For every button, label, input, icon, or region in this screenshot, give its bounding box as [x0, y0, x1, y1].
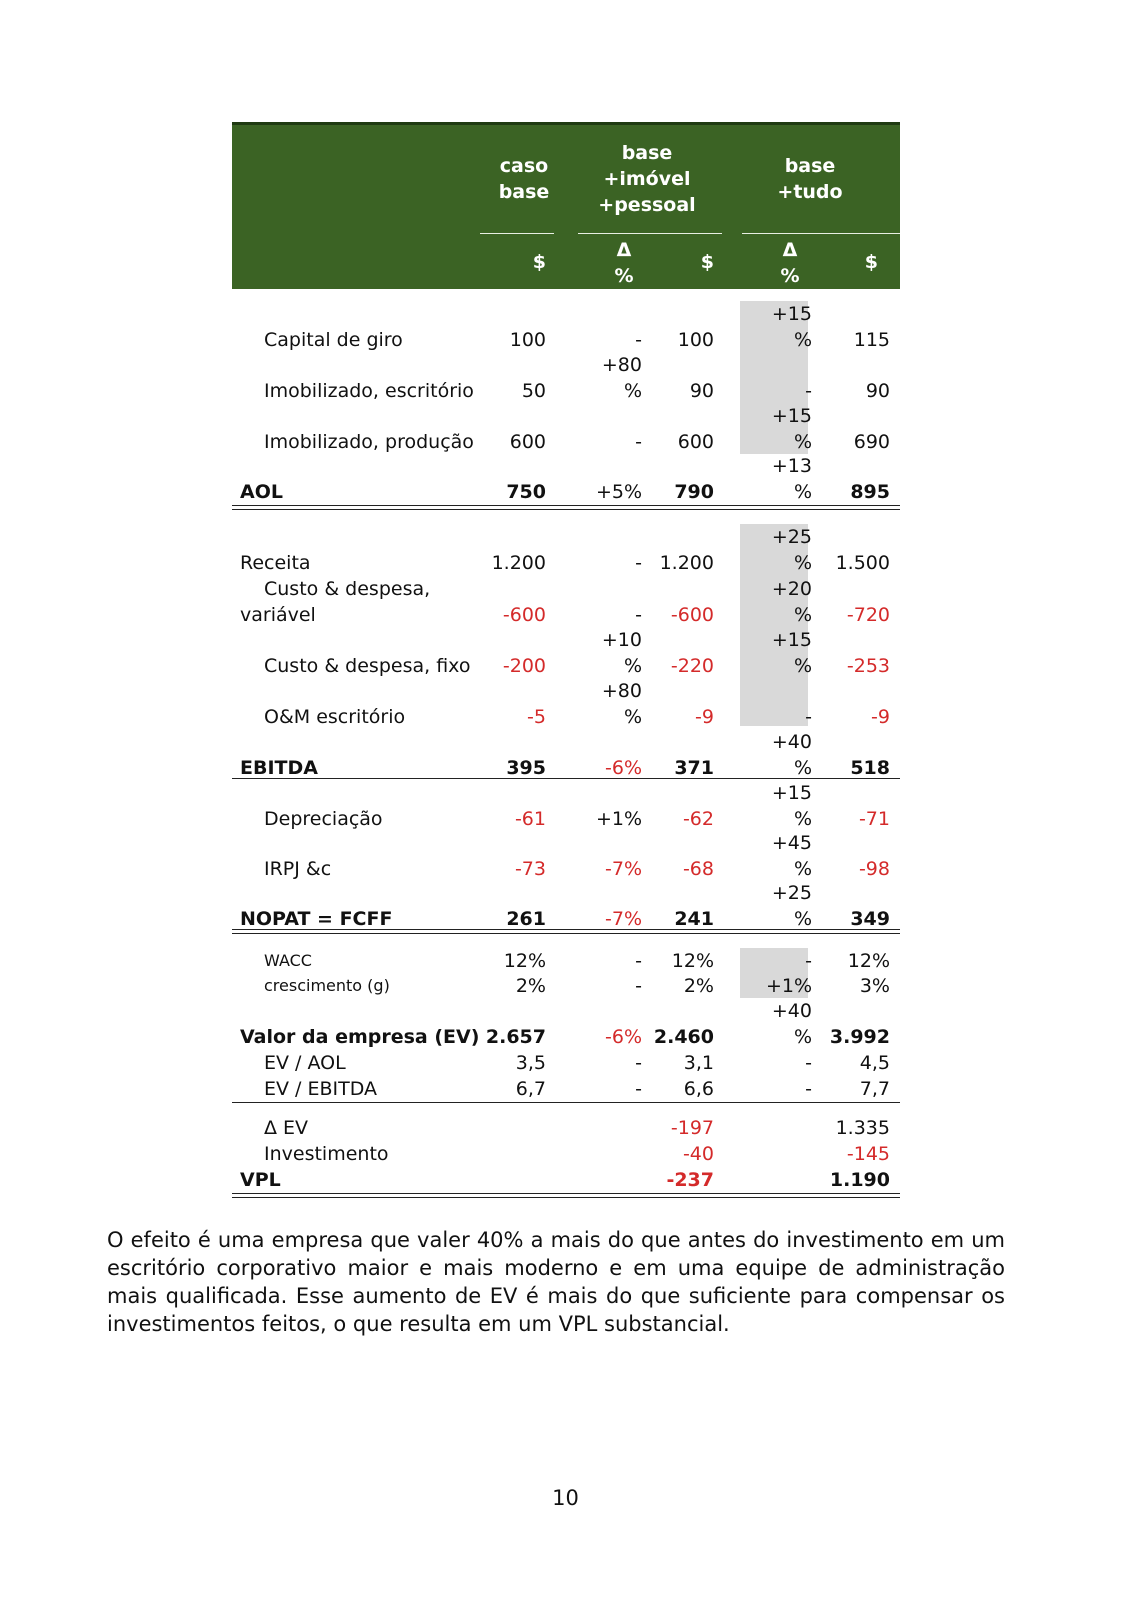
- cell-value2: 1.500: [835, 552, 890, 574]
- row-label: WACC: [264, 951, 312, 970]
- table-row: [232, 303, 900, 353]
- row-label: O&M escritório: [264, 706, 406, 728]
- header-underline: [480, 233, 554, 234]
- table-row-ebitda: [232, 731, 900, 781]
- cell-base: 261: [506, 908, 546, 930]
- cell-value1: 241: [674, 908, 714, 930]
- cell-value1: 12%: [671, 950, 714, 972]
- table-row-aol: [232, 455, 900, 505]
- cell-value2: 518: [850, 757, 890, 779]
- cell-value1: 790: [674, 481, 714, 503]
- cell-value2: -145: [846, 1143, 890, 1165]
- cell-delta2: -: [805, 1052, 812, 1074]
- row-label: NOPAT = FCFF: [240, 908, 393, 930]
- cell-delta2: +20 %: [771, 578, 812, 626]
- table-row-vpl: [232, 1167, 900, 1193]
- cell-value1: -197: [670, 1117, 714, 1139]
- cell-value1: -40: [682, 1143, 714, 1165]
- table-row: [232, 832, 900, 882]
- header-base-tudo: base +tudo: [777, 155, 843, 203]
- cell-base: 1.200: [491, 552, 546, 574]
- cell-value1: 6,6: [683, 1078, 714, 1100]
- cell-base: -73: [514, 858, 546, 880]
- cell-value2: -720: [846, 604, 890, 626]
- table-row: [232, 405, 900, 455]
- row-label: Imobilizado, escritório: [264, 380, 474, 402]
- row-label: Custo & despesa,: [264, 578, 431, 600]
- cell-value1: 1.200: [659, 552, 714, 574]
- cell-value1: 3,1: [683, 1052, 714, 1074]
- row-label: AOL: [240, 481, 283, 503]
- table-row: [232, 973, 900, 999]
- cell-delta2: -: [805, 706, 812, 728]
- cell-value1: 2%: [683, 975, 714, 997]
- table-row: [232, 629, 900, 679]
- row-label: Custo & despesa, fixo: [264, 655, 471, 677]
- cell-value1: 2.460: [653, 1026, 714, 1048]
- cell-value2: -98: [858, 858, 890, 880]
- cell-delta2: +15 %: [771, 629, 812, 677]
- unit-currency: $: [700, 251, 714, 273]
- cell-delta1: +10 %: [601, 629, 642, 677]
- cell-value2: 115: [853, 329, 890, 351]
- header-caso-base: caso base: [498, 155, 550, 203]
- row-label: crescimento (g): [264, 976, 390, 995]
- double-rule: [232, 1193, 900, 1198]
- cell-base: 6,7: [515, 1078, 546, 1100]
- table-row: [232, 1076, 900, 1102]
- row-label: VPL: [240, 1169, 281, 1191]
- cell-value2: 1.190: [829, 1169, 890, 1191]
- cell-value1: -237: [666, 1169, 714, 1191]
- cell-value2: 3.992: [829, 1026, 890, 1048]
- cell-value2: -9: [871, 706, 890, 728]
- cell-delta2: +25 %: [771, 882, 812, 930]
- cell-delta2: +45 %: [771, 832, 812, 880]
- row-label: Investimento: [264, 1143, 389, 1165]
- table-row: [232, 526, 900, 576]
- unit-delta: Δ %: [614, 239, 634, 287]
- cell-value2: 895: [850, 481, 890, 503]
- row-label: IRPJ &c: [264, 858, 332, 880]
- cell-delta1: -7%: [605, 908, 642, 930]
- unit-currency: $: [532, 251, 546, 273]
- cell-delta2: -: [805, 380, 812, 402]
- cell-base: 2.657: [485, 1026, 546, 1048]
- cell-base: 750: [506, 481, 546, 503]
- body-paragraph: O efeito é uma empresa que valer 40% a mais do que antes do investimento em um escritório corporativo maior e mais moderno e em uma equipe de administração mais qualificada. Esse aumento de EV é mais do que suficiente para compensar os investimentos feitos, o que resulta em um VPL substancial.: [107, 1228, 1005, 1336]
- cell-delta2: +15 %: [771, 303, 812, 351]
- cell-delta1: -: [635, 329, 642, 351]
- cell-value2: 7,7: [859, 1078, 890, 1100]
- cell-delta1: -6%: [605, 1026, 642, 1048]
- cell-value2: 690: [853, 431, 890, 453]
- cell-base: 12%: [503, 950, 546, 972]
- cell-delta1: -: [635, 950, 642, 972]
- cell-delta1: +80 %: [601, 680, 642, 728]
- cell-delta2: +15 %: [771, 405, 812, 453]
- cell-delta1: -: [635, 552, 642, 574]
- cell-delta2: +13 %: [771, 455, 812, 503]
- header-underline: [578, 233, 722, 234]
- table-row-nopat: [232, 882, 900, 932]
- section-ev: [232, 934, 900, 1102]
- row-label: Imobilizado, produção: [264, 431, 474, 453]
- table-row: [232, 1115, 900, 1141]
- cell-value1: -62: [682, 808, 714, 830]
- cell-delta2: -: [805, 1078, 812, 1100]
- row-label: variável: [240, 604, 316, 626]
- cell-value2: -71: [858, 808, 890, 830]
- cell-base: 395: [506, 757, 546, 779]
- cell-delta2: -: [805, 950, 812, 972]
- unit-currency: $: [864, 251, 878, 273]
- cell-value1: 90: [689, 380, 714, 402]
- cell-delta1: -: [635, 431, 642, 453]
- row-label: EV / AOL: [264, 1052, 346, 1074]
- cell-base: 50: [521, 380, 546, 402]
- cell-value2: 90: [865, 380, 890, 402]
- cell-base: 2%: [515, 975, 546, 997]
- table-row: [232, 948, 900, 974]
- cell-base: 100: [509, 329, 546, 351]
- table-row: [232, 1050, 900, 1076]
- cell-value2: 12%: [847, 950, 890, 972]
- financial-table: [232, 122, 900, 1198]
- cell-value1: -600: [670, 604, 714, 626]
- cell-delta1: +80 %: [601, 354, 642, 402]
- cell-base: -200: [502, 655, 546, 677]
- table-row-ev: [232, 1000, 900, 1050]
- row-label: Δ EV: [264, 1117, 309, 1139]
- row-label: EBITDA: [240, 757, 318, 779]
- row-label: EV / EBITDA: [264, 1078, 378, 1100]
- section-ebitda: [232, 510, 900, 778]
- cell-base: -61: [514, 808, 546, 830]
- table-row: [232, 1141, 900, 1167]
- row-label: Receita: [240, 552, 311, 574]
- cell-delta1: -: [635, 604, 642, 626]
- page-number: 10: [552, 1486, 579, 1510]
- cell-delta1: -6%: [605, 757, 642, 779]
- cell-delta1: -: [635, 1052, 642, 1074]
- cell-value1: 600: [677, 431, 714, 453]
- unit-delta: Δ %: [780, 239, 800, 287]
- cell-delta2: +1%: [765, 975, 812, 997]
- section-aol: [232, 289, 900, 503]
- cell-base: -600: [502, 604, 546, 626]
- table-row: [232, 782, 900, 832]
- section-vpl: [232, 1103, 900, 1193]
- cell-value1: -68: [682, 858, 714, 880]
- cell-value1: -220: [670, 655, 714, 677]
- row-label: Depreciação: [264, 808, 383, 830]
- table-header: [232, 122, 900, 289]
- cell-base: -5: [527, 706, 546, 728]
- header-underline: [742, 233, 900, 234]
- cell-delta1: +5%: [595, 481, 642, 503]
- cell-delta1: -: [635, 975, 642, 997]
- cell-value2: 349: [850, 908, 890, 930]
- cell-delta1: -7%: [605, 858, 642, 880]
- cell-value1: 371: [674, 757, 714, 779]
- cell-base: 600: [509, 431, 546, 453]
- cell-delta1: -: [635, 1078, 642, 1100]
- cell-value1: -9: [695, 706, 714, 728]
- header-base-imovel-pessoal: base +imóvel +pessoal: [598, 142, 696, 216]
- cell-delta2: +40 %: [771, 731, 812, 779]
- cell-delta1: +1%: [595, 808, 642, 830]
- row-label: Capital de giro: [264, 329, 403, 351]
- row-label: Valor da empresa (EV): [240, 1026, 480, 1048]
- cell-delta2: +40 %: [771, 1000, 812, 1048]
- cell-delta2: +15 %: [771, 782, 812, 830]
- cell-value2: 4,5: [859, 1052, 890, 1074]
- cell-value1: 100: [677, 329, 714, 351]
- section-nopat: [232, 779, 900, 929]
- cell-delta2: +25 %: [771, 526, 812, 574]
- cell-value2: 3%: [859, 975, 890, 997]
- cell-value2: -253: [846, 655, 890, 677]
- cell-base: 3,5: [515, 1052, 546, 1074]
- cell-value2: 1.335: [835, 1117, 890, 1139]
- table-row: [232, 680, 900, 730]
- table-row: [232, 354, 900, 404]
